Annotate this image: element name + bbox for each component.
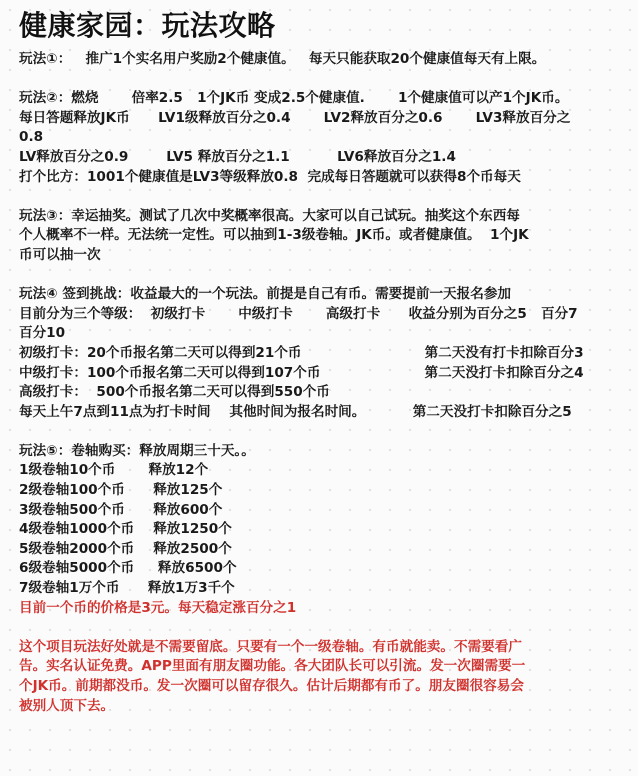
section-3-line-2: 个人概率不一样。无法统一定性。可以抽到1-3级卷轴。JK币。或者健康值。 1个JK bbox=[19, 227, 529, 244]
scroll-level-5: 5级卷轴2000个币 释放2500个 bbox=[19, 540, 232, 557]
guide-content bbox=[19, 50, 631, 716]
scroll-level-7: 7级卷轴1万个币 释放1万3千个 bbox=[19, 580, 235, 597]
price-note: 目前一个币的价格是3元。每天稳定涨百分之1 bbox=[19, 599, 297, 616]
scroll-level-1: 1级卷轴10个币 释放12个 bbox=[19, 462, 209, 479]
section-6 bbox=[19, 638, 631, 716]
section-1 bbox=[19, 50, 631, 70]
summary-line-3: 个JK币。前期都没币。发一次圈可以留存很久。估计后期都有币了。朋友圈很容易会 bbox=[19, 678, 524, 694]
summary-line-1: 这个项目玩法好处就是不需要留底。只要有一个一级卷轴。有币就能卖。不需要看广 bbox=[19, 638, 522, 655]
section-4-line-4: 初级打卡：20个币报名第二天可以得到21个币 第二天没有打卡扣除百分3 bbox=[19, 344, 584, 361]
section-3-line-3: 币可以抽一次 bbox=[19, 246, 101, 263]
section-5 bbox=[19, 442, 631, 618]
scroll-level-4: 4级卷轴1000个币 释放1250个 bbox=[19, 521, 232, 538]
section-2 bbox=[19, 89, 631, 187]
summary-line-2: 告。实名认证免费。APP里面有朋友圈功能。各大团队长可以引流。发一次圈需要一 bbox=[19, 658, 526, 675]
section-4 bbox=[19, 285, 631, 422]
section-4-line-1: 玩法④ 签到挑战：收益最大的一个玩法。前提是自己有币。需要提前一天报名参加 bbox=[19, 286, 512, 303]
summary-line-4: 被别人顶下去。 bbox=[19, 697, 115, 714]
section-2-line-2: 每日答题释放JK币 LV1级释放百分之0.4 LV2释放百分之0.6 LV3释放百分之 bbox=[19, 109, 571, 126]
section-2-line-5: 打个比方：1001个健康值是LV3等级释放0.8 完成每日答题就可以获得8个币每天 bbox=[19, 168, 521, 185]
section-3-line-1: 玩法③：幸运抽奖。测试了几次中奖概率很高。大家可以自己试玩。抽奖这个东西每 bbox=[19, 207, 520, 224]
scroll-level-3: 3级卷轴500个币 释放600个 bbox=[19, 501, 223, 518]
section-4-line-2: 目前分为三个等级： 初级打卡 中级打卡 高级打卡 收益分别为百分之5 百分7 bbox=[19, 305, 578, 322]
section-1-line-1: 玩法①： 推广1个实名用户奖励2个健康值。 每天只能获取20个健康值每天有上限。 bbox=[19, 51, 546, 67]
section-4-line-7: 每天上午7点到11点为打卡时间 其他时间为报名时间。 第二天没打卡扣除百分之5 bbox=[19, 403, 572, 420]
section-2-line-3: 0.8 bbox=[19, 129, 44, 146]
scroll-level-2: 2级卷轴100个币 释放125个 bbox=[19, 482, 223, 499]
section-3 bbox=[19, 207, 631, 266]
section-5-line-1: 玩法⑤：卷轴购买：释放周期三十天。。 bbox=[19, 442, 255, 459]
section-4-line-5: 中级打卡：100个币报名第二天可以得到107个币 第二天没打卡扣除百分之4 bbox=[19, 364, 584, 381]
page-title: 健康家园：玩法攻略 bbox=[19, 9, 276, 42]
section-2-line-4: LV释放百分之0.9 LV5 释放百分之1.1 LV6释放百分之1.4 bbox=[19, 148, 456, 165]
section-4-line-3: 百分10 bbox=[19, 325, 66, 342]
section-4-line-6: 高级打卡： 500个币报名第二天可以得到550个币 bbox=[19, 384, 330, 401]
scroll-level-6: 6级卷轴5000个币 释放6500个 bbox=[19, 560, 237, 577]
section-2-line-1: 玩法②：燃烧 倍率2.5 1个JK币 变成2.5个健康值. 1个健康值可以产1个JK币。 bbox=[19, 90, 569, 107]
